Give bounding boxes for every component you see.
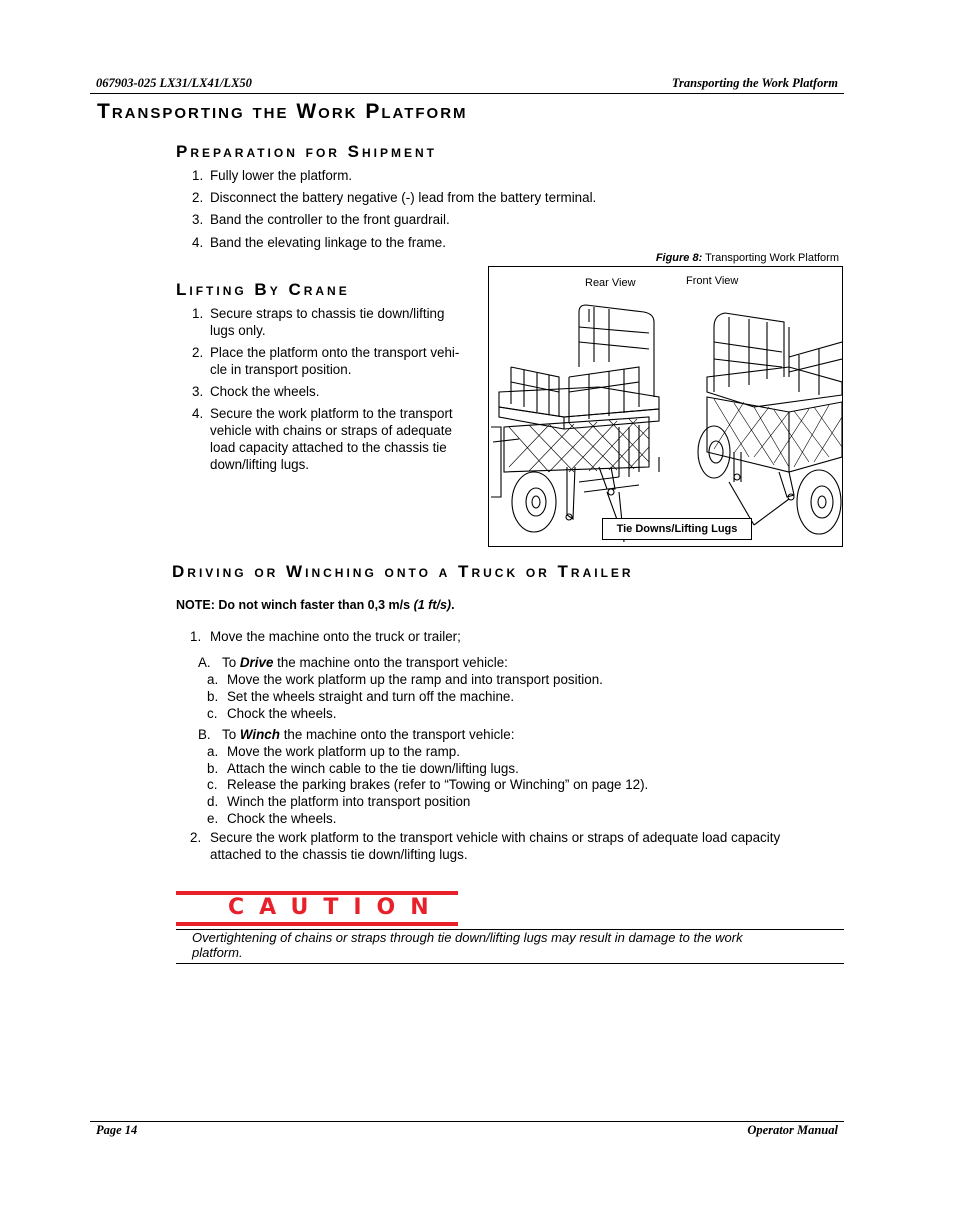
subitem-letter: a. [207, 744, 219, 759]
list-item [192, 344, 482, 383]
item-number: 2. [192, 190, 204, 205]
figure-label: Figure 8: [655, 252, 703, 264]
item-text: vehicle with chains or straps of adequate [210, 423, 452, 438]
substep-letter: A. [198, 655, 211, 670]
subitem-text: Move the work platform up the ramp and into transport position. [227, 672, 603, 687]
rear-view-label: Rear View [585, 277, 636, 289]
subitem-text: Move the work platform up to the ramp. [227, 744, 460, 759]
subitem-text: Chock the wheels. [227, 811, 337, 826]
footer-page-number: Page 14 [96, 1123, 138, 1137]
item-number: 4. [192, 406, 204, 421]
subitem-letter: b. [207, 689, 219, 704]
list-item [192, 383, 482, 405]
note-end: . [451, 598, 455, 612]
header-rule [90, 93, 844, 94]
driving-heading: Driving or Winching onto a Truck or Trailer [172, 562, 634, 581]
substep-post: the machine onto the transport vehicle: [283, 727, 515, 742]
subitem-text: Winch the platform into transport position [227, 794, 471, 809]
item-text: down/lifting lugs. [210, 457, 309, 472]
item-text: Secure straps to chassis tie down/lifting [210, 306, 445, 321]
step-text: Move the machine onto the truck or trailer; [210, 629, 461, 644]
caution-line: Overtightening of chains or straps through tie down/lifting lugs may result in damage to the work [192, 930, 743, 945]
substep-emphasis: Drive [239, 655, 274, 670]
step-number: 2. [190, 830, 202, 845]
footer-rule [90, 1121, 844, 1122]
item-text: load capacity attached to the chassis tie [210, 440, 447, 455]
subitem-text: Attach the winch cable to the tie down/lifting lugs. [227, 761, 519, 776]
substep-emphasis: Winch [239, 727, 280, 742]
step-text: Secure the work platform to the transport vehicle with chains or straps of adequate load capacity [210, 830, 781, 845]
item-number: 1. [192, 168, 204, 183]
caution-text [192, 930, 743, 960]
subitem-letter: c. [207, 706, 218, 721]
step-number: 1. [190, 629, 202, 644]
item-text: lugs only. [210, 323, 266, 338]
item-number: 3. [192, 212, 204, 227]
tie-downs-callout: Tie Downs/Lifting Lugs [602, 518, 752, 540]
figure-caption-text: Transporting Work Platform [705, 252, 839, 264]
caution-bottom-bar [176, 922, 458, 926]
list-item [192, 234, 692, 256]
work-platform-illustration [489, 267, 842, 546]
subitem-text: Set the wheels straight and turn off the machine. [227, 689, 515, 704]
subitem-letter: b. [207, 761, 219, 776]
item-text: Fully lower the platform. [210, 168, 353, 183]
header-section-title: Transporting the Work Platform [671, 76, 838, 90]
step-text: attached to the chassis tie down/lifting lugs. [210, 847, 468, 862]
item-text: Secure the work platform to the transport [210, 406, 453, 421]
note-italic: (1 ft/s) [413, 598, 452, 612]
list-item [192, 211, 692, 234]
subitem-text: Chock the wheels. [227, 706, 337, 721]
item-number: 4. [192, 235, 204, 250]
note [176, 598, 455, 612]
header-doc-id: 067903-025 LX31/LX41/LX50 [96, 76, 252, 90]
prep-heading: Preparation for Shipment [176, 142, 438, 161]
page-title: Transporting the Work Platform [97, 100, 468, 123]
list-item [192, 405, 482, 475]
substep-a-heading [222, 654, 508, 671]
crane-list [192, 305, 482, 475]
list-item [192, 189, 692, 211]
footer-manual-name: Operator Manual [747, 1123, 838, 1137]
list-item [192, 305, 482, 344]
note-label: NOTE: [176, 598, 215, 612]
subitem-letter: a. [207, 672, 219, 687]
substep-pre: To [222, 655, 237, 670]
item-text: Chock the wheels. [210, 384, 320, 399]
front-view-label: Front View [686, 275, 739, 287]
list-item [192, 167, 692, 189]
prep-list [192, 167, 692, 256]
item-text: cle in transport position. [210, 362, 352, 377]
subitem-letter: d. [207, 794, 219, 809]
item-number: 3. [192, 384, 204, 399]
substep-post: the machine onto the transport vehicle: [277, 655, 508, 670]
caution-word: CAUTION [228, 895, 444, 920]
subitem-letter: c. [207, 777, 218, 792]
substep-pre: To [222, 727, 237, 742]
item-number: 1. [192, 306, 204, 321]
item-number: 2. [192, 345, 204, 360]
item-text: Disconnect the battery negative (-) lead from the battery terminal. [210, 190, 597, 205]
figure-caption [656, 252, 839, 264]
figure-box [488, 266, 843, 547]
item-text: Place the platform onto the transport vehi- [210, 345, 460, 360]
crane-heading: Lifting By Crane [176, 280, 350, 299]
driving-steps [190, 628, 850, 868]
substep-b-heading [222, 726, 514, 743]
item-text: Band the controller to the front guardrail. [210, 212, 450, 227]
note-text: Do not winch faster than 0,3 m/s [218, 598, 411, 612]
item-text: Band the elevating linkage to the frame. [210, 235, 446, 250]
subitem-text: Release the parking brakes (refer to “Towing or Winching” on page 12). [227, 777, 649, 792]
subitem-letter: e. [207, 811, 219, 826]
substep-letter: B. [198, 727, 211, 742]
caution-rule-bottom [176, 963, 844, 964]
caution-line: platform. [192, 945, 243, 960]
